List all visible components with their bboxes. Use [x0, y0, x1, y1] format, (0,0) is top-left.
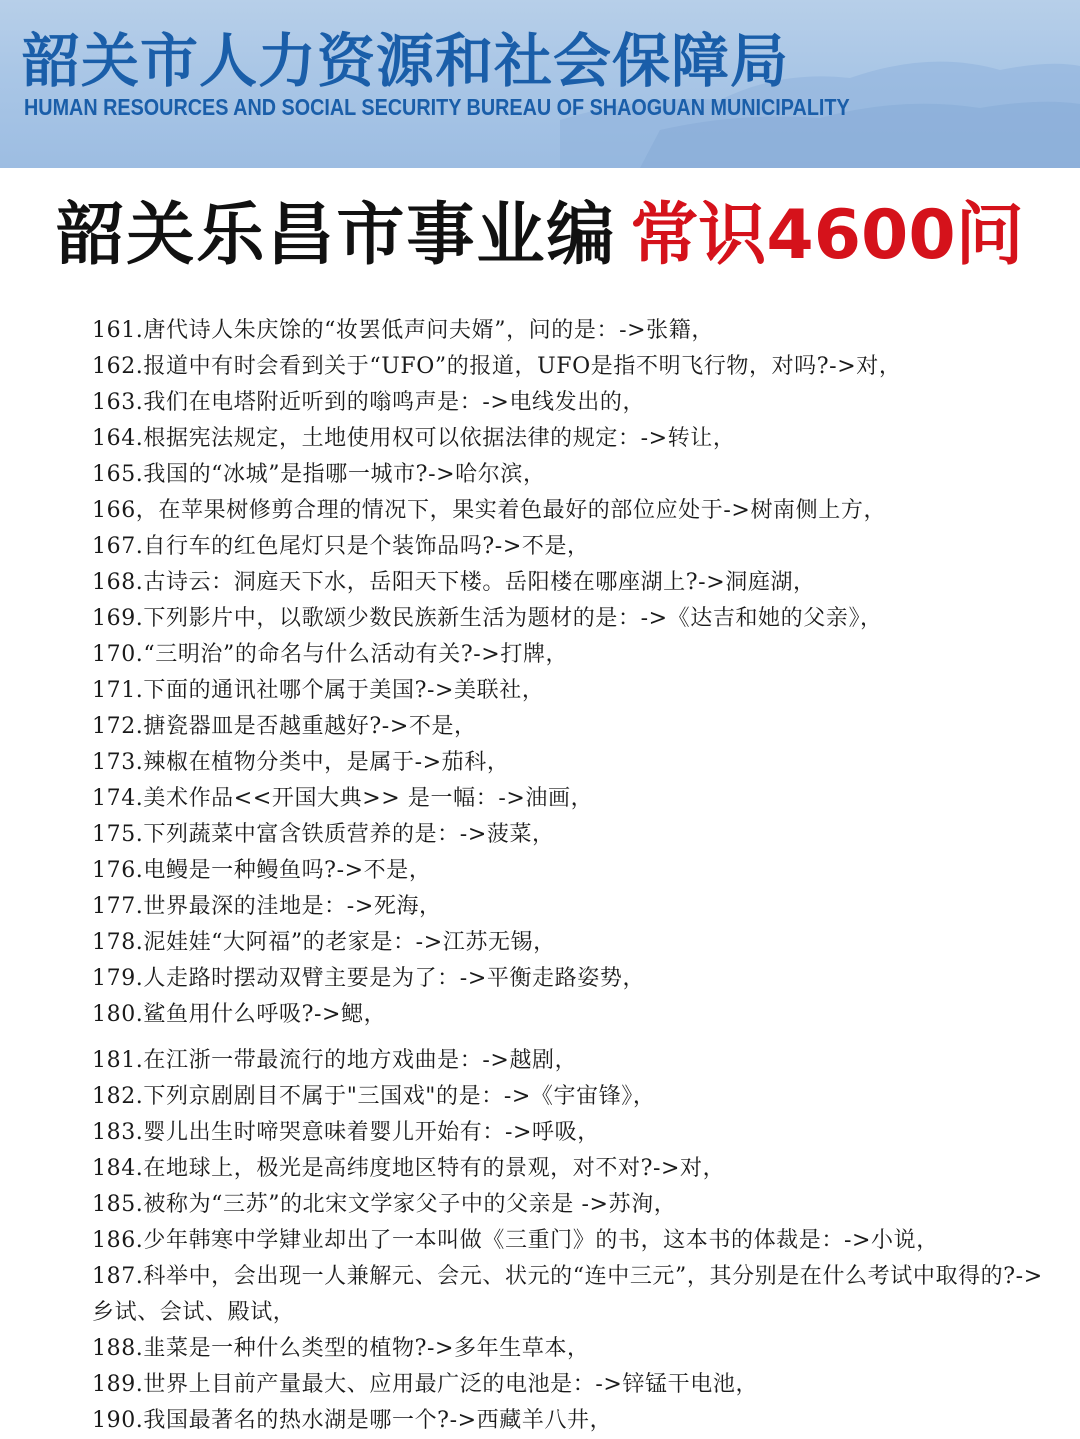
- list-item: 161.唐代诗人朱庆馀的“妆罢低声问夫婿”，问的是：->张籍，: [92, 318, 714, 343]
- list-item: 176.电鳗是一种鳗鱼吗?->不是，: [92, 858, 432, 883]
- headline-highlight: 常识4600问: [630, 196, 1024, 275]
- list-item: 170.“三明治”的命名与什么活动有关?->打牌，: [92, 642, 569, 667]
- header-banner: [0, 0, 1080, 168]
- page-headline: [0, 196, 1080, 276]
- headline-main: 韶关乐昌市事业编: [56, 196, 617, 275]
- list-item: 190.我国最著名的热水湖是哪一个?->西藏羊八井，: [92, 1408, 613, 1433]
- list-item: 175.下列蔬菜中富含铁质营养的是：->菠菜，: [92, 822, 555, 847]
- list-item: 180.鲨鱼用什么呼吸?->鳃，: [92, 1002, 387, 1027]
- question-list: [92, 313, 1052, 1439]
- bureau-title: 韶关市人力资源和社会保障局: [22, 27, 790, 95]
- list-item: 181.在江浙一带最流行的地方戏曲是：->越剧，: [92, 1048, 578, 1073]
- list-item: 177.世界最深的洼地是：->死海，: [92, 894, 442, 919]
- list-item: 167.自行车的红色尾灯只是个装饰品吗?->不是，: [92, 534, 590, 559]
- list-item: 174.美术作品<<开国大典>> 是一幅：->油画，: [92, 786, 594, 811]
- list-item: 178.泥娃娃“大阿福”的老家是：->江苏无锡，: [92, 930, 556, 955]
- list-item: 185.被称为“三苏”的北宋文学家父子中的父亲是 ->苏洵，: [92, 1192, 677, 1217]
- list-item: 162.报道中有时会看到关于“UFO”的报道，UFO是指不明飞行物，对吗?->对，: [92, 354, 902, 379]
- list-item: 182.下列京剧剧目不属于"三国戏"的是：->《宇宙锋》，: [92, 1084, 656, 1109]
- list-item: 187.科举中，会出现一人兼解元、会元、状元的“连中三元”，其分别是在什么考试中取得的?->乡试、会试、殿试，: [92, 1264, 1043, 1325]
- list-item: 172.搪瓷器皿是否越重越好?->不是，: [92, 714, 477, 739]
- list-item: 189.世界上目前产量最大、应用最广泛的电池是：->锌锰干电池，: [92, 1372, 759, 1397]
- list-item: 183.婴儿出生时啼哭意味着婴儿开始有：->呼吸，: [92, 1120, 600, 1145]
- list-item: 164.根据宪法规定，土地使用权可以依据法律的规定：->转让，: [92, 426, 736, 451]
- list-item: 171.下面的通讯社哪个属于美国?->美联社，: [92, 678, 545, 703]
- list-item: 163.我们在电塔附近听到的嗡鸣声是：->电线发出的，: [92, 390, 646, 415]
- list-item: 186.少年韩寒中学肄业却出了一本叫做《三重门》的书，这本书的体裁是：->小说，: [92, 1228, 939, 1253]
- list-item: 179.人走路时摆动双臂主要是为了：->平衡走路姿势，: [92, 966, 646, 991]
- list-item: 173.辣椒在植物分类中，是属于->茄科，: [92, 750, 510, 775]
- list-item: 184.在地球上，极光是高纬度地区特有的景观，对不对?->对，: [92, 1156, 726, 1181]
- list-item: 169.下列影片中，以歌颂少数民族新生活为题材的是：->《达吉和她的父亲》，: [92, 606, 883, 631]
- list-item: 188.韭菜是一种什么类型的植物?->多年生草本，: [92, 1336, 590, 1361]
- bureau-subtitle: HUMAN RESOURCES AND SOCIAL SECURITY BUREAU OF SHAOGUAN MUNICIPALITY: [24, 94, 850, 120]
- list-item: 166，在苹果树修剪合理的情况下，果实着色最好的部位应处于->树南侧上方，: [92, 498, 887, 523]
- list-item: 165.我国的“冰城”是指哪一城市?->哈尔滨，: [92, 462, 546, 487]
- list-item: 168.古诗云：洞庭天下水，岳阳天下楼。岳阳楼在哪座湖上?->洞庭湖，: [92, 570, 816, 595]
